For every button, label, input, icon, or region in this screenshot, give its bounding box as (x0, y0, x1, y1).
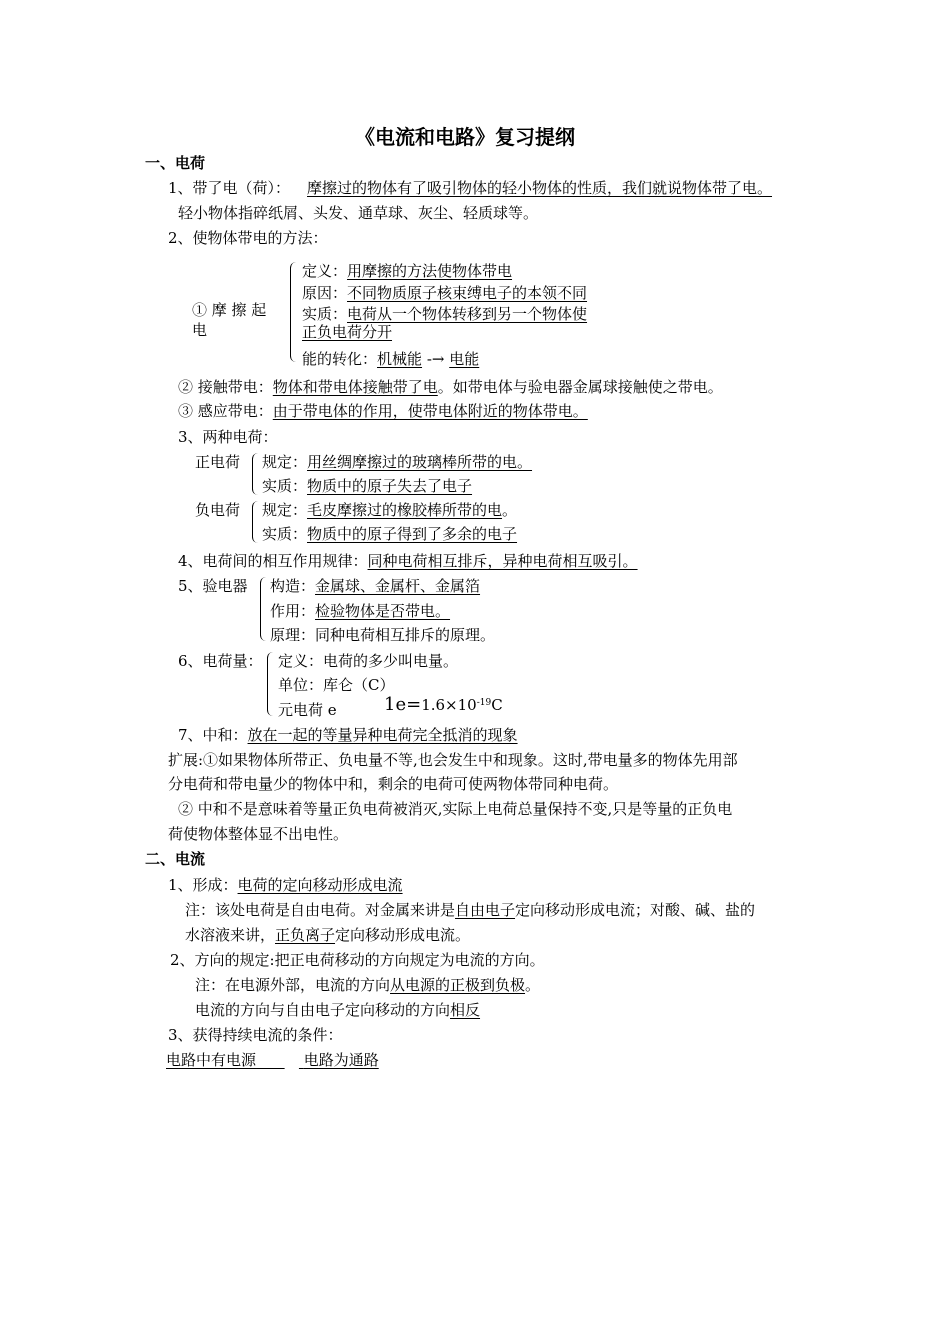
friction-essence-key: 实质： (302, 305, 348, 323)
formation-label: 1、形成： (168, 876, 238, 894)
direction-note-pre: 注：在电源外部，电流的方向 (195, 976, 391, 994)
formation-note-1-pre: 注：该处电荷是自由电荷。对金属来讲是 (185, 901, 456, 919)
condition-power-source (166, 1051, 285, 1069)
charge-quantity-definition: 定义：电荷的多少叫电量。 (278, 652, 459, 670)
item6-label: 6、电荷量： (178, 652, 263, 670)
page-title: 《电流和电路》复习提纲 (355, 125, 575, 149)
friction-energy-key: 能的转化： (302, 350, 378, 368)
friction-def-value: 用摩擦的方法使物体带电 (347, 262, 513, 280)
positive-rule-row (262, 452, 532, 472)
contact-key: ② 接触带电： (178, 378, 273, 396)
contact-value: 物体和带电体接触带了电 (272, 378, 438, 396)
friction-essence-value: 电荷从一个物体转移到另一个物体使 (347, 305, 588, 323)
positive-brace (252, 453, 260, 495)
condition-closed-circuit (299, 1051, 379, 1069)
negative-rule-key: 规定： (262, 501, 308, 519)
formation-row (168, 875, 403, 895)
section-heading-current: 二、电流 (145, 850, 206, 868)
negative-rule-end: 。 (502, 501, 518, 519)
item4-value: 同种电荷相互排斥，异种电荷相互吸引。 (367, 552, 638, 570)
item2-label: 2、使物体带电的方法： (168, 229, 328, 247)
positive-rule-value: 用丝绸摩擦过的玻璃棒所带的电。 (307, 453, 533, 471)
induction-value: 由于带电体的作用，使带电体附近的物体带电。 (272, 402, 588, 420)
friction-cause-key: 原因： (302, 284, 348, 302)
positive-essence-value: 物质中的原子失去了电子 (307, 477, 473, 495)
direction-note-post: 。 (525, 976, 541, 994)
elementary-charge-unit: C (491, 696, 503, 714)
formation-note-1-post: 定向移动形成电流；对酸、碱、盐的 (515, 901, 756, 919)
friction-essence-row (302, 304, 587, 324)
item7-label: 7、中和： (178, 726, 248, 744)
extension-2b: 荷使物体整体显不出电性。 (168, 825, 349, 843)
extension-2a: ② 中和不是意味着等量正负电荷被消灭,实际上电荷总量保持不变,只是等量的正负电 (178, 800, 733, 818)
item1-label: 1、带了电（荷）： (168, 179, 291, 197)
charge-quantity-unit: 单位：库仑（C） (278, 676, 395, 694)
direction-note (195, 975, 540, 995)
friction-def-row (302, 261, 512, 281)
direction-note-value: 从电源的正极到负极 (390, 976, 526, 994)
negative-essence-value: 物质中的原子得到了多余的电子 (307, 525, 518, 543)
item1-note: 轻小物体指碎纸屑、头发、通草球、灰尘、轻质球等。 (178, 204, 539, 222)
extension-1a: 扩展:①如果物体所带正、负电量不等,也会发生中和现象。这时,带电量多的物体先用部 (168, 751, 738, 769)
positive-charge-label: 正电荷 (195, 453, 241, 471)
friction-cause-value: 不同物质原子核束缚电子的本领不同 (347, 284, 588, 302)
contact-row (178, 377, 723, 397)
negative-charge-label: 负电荷 (195, 501, 241, 519)
friction-essence-value-2: 正负电荷分开 (302, 323, 393, 341)
negative-essence-key: 实质： (262, 525, 308, 543)
condition-power-source-text: 电路中有电源 (166, 1051, 257, 1069)
friction-def-key: 定义： (302, 262, 348, 280)
free-electrons: 自由电子 (455, 901, 516, 919)
condition-row (166, 1050, 379, 1070)
induction-row (178, 401, 588, 421)
negative-rule-row (262, 500, 517, 520)
elementary-charge-value (384, 695, 503, 715)
electroscope-use-key: 作用： (270, 602, 316, 620)
item7-row (178, 725, 518, 745)
item4-row (178, 551, 638, 571)
direction-opposite-value: 相反 (450, 1001, 481, 1019)
electroscope-principle: 原理：同种电荷相互排斥的原理。 (270, 626, 496, 644)
ions: 正负离子 (275, 926, 336, 944)
formation-note-2-post: 定向移动形成电流。 (335, 926, 471, 944)
negative-essence-row (262, 524, 517, 544)
item3-label: 3、两种电荷： (178, 428, 278, 446)
electroscope-brace (260, 577, 268, 641)
friction-energy-row (302, 349, 479, 369)
condition-label: 3、获得持续电流的条件： (168, 1026, 343, 1044)
elementary-charge-exponent: -19 (476, 698, 492, 708)
energy-from: 机械能 (377, 350, 423, 368)
induction-key: ③ 感应带电： (178, 402, 273, 420)
friction-label: ① 摩 擦 起 (192, 301, 267, 319)
positive-essence-key: 实质： (262, 477, 308, 495)
formation-value: 电荷的定向移动形成电流 (237, 876, 403, 894)
friction-brace (290, 262, 299, 362)
energy-to: 电能 (449, 350, 480, 368)
negative-brace (252, 501, 260, 543)
electroscope-structure-key: 构造： (270, 577, 316, 595)
formation-note-2-pre: 水溶液来讲， (185, 926, 276, 944)
direction-rule: 2、方向的规定:把正电荷移动的方向规定为电流的方向。 (170, 951, 545, 969)
electroscope-structure-value: 金属球、金属杆、金属箔 (315, 577, 481, 595)
friction-label-2: 电 (192, 321, 208, 339)
item4-label: 4、电荷间的相互作用规律： (178, 552, 368, 570)
electroscope-use-value: 检验物体是否带电。 (315, 602, 451, 620)
item7-value: 放在一起的等量异种电荷完全抵消的现象 (247, 726, 518, 744)
section-heading-charge: 一、电荷 (145, 154, 206, 172)
item1-definition: 摩擦过的物体有了吸引物体的轻小物体的性质，我们就说物体带了电。 (307, 179, 773, 197)
energy-arrow: -→ (426, 350, 445, 368)
positive-essence-row (262, 476, 472, 496)
extension-1b: 分电荷和带电量少的物体中和，剩余的电荷可使两物体带同种电荷。 (168, 775, 619, 793)
negative-rule-value: 毛皮摩擦过的橡胶棒所带的电 (307, 501, 503, 519)
formation-note-2 (185, 925, 470, 945)
formation-note-1 (185, 900, 755, 920)
direction-opposite-pre: 电流的方向与自由电子定向移动的方向 (195, 1001, 451, 1019)
item5-label: 5、验电器 (178, 577, 248, 595)
charge-quantity-brace (267, 652, 275, 716)
elementary-charge-prefix: 1e= (384, 694, 422, 715)
positive-rule-key: 规定： (262, 453, 308, 471)
elementary-charge-mantissa: 1.6×10 (421, 696, 477, 714)
condition-closed-circuit-text: 电路为通路 (303, 1051, 379, 1069)
electroscope-use-row (270, 601, 450, 621)
electroscope-structure-row (270, 576, 480, 596)
friction-cause-row (302, 283, 587, 303)
elementary-charge-label: 元电荷 e (278, 701, 337, 719)
direction-opposite (195, 1000, 480, 1020)
contact-note: 。如带电体与验电器金属球接触使之带电。 (437, 378, 723, 396)
